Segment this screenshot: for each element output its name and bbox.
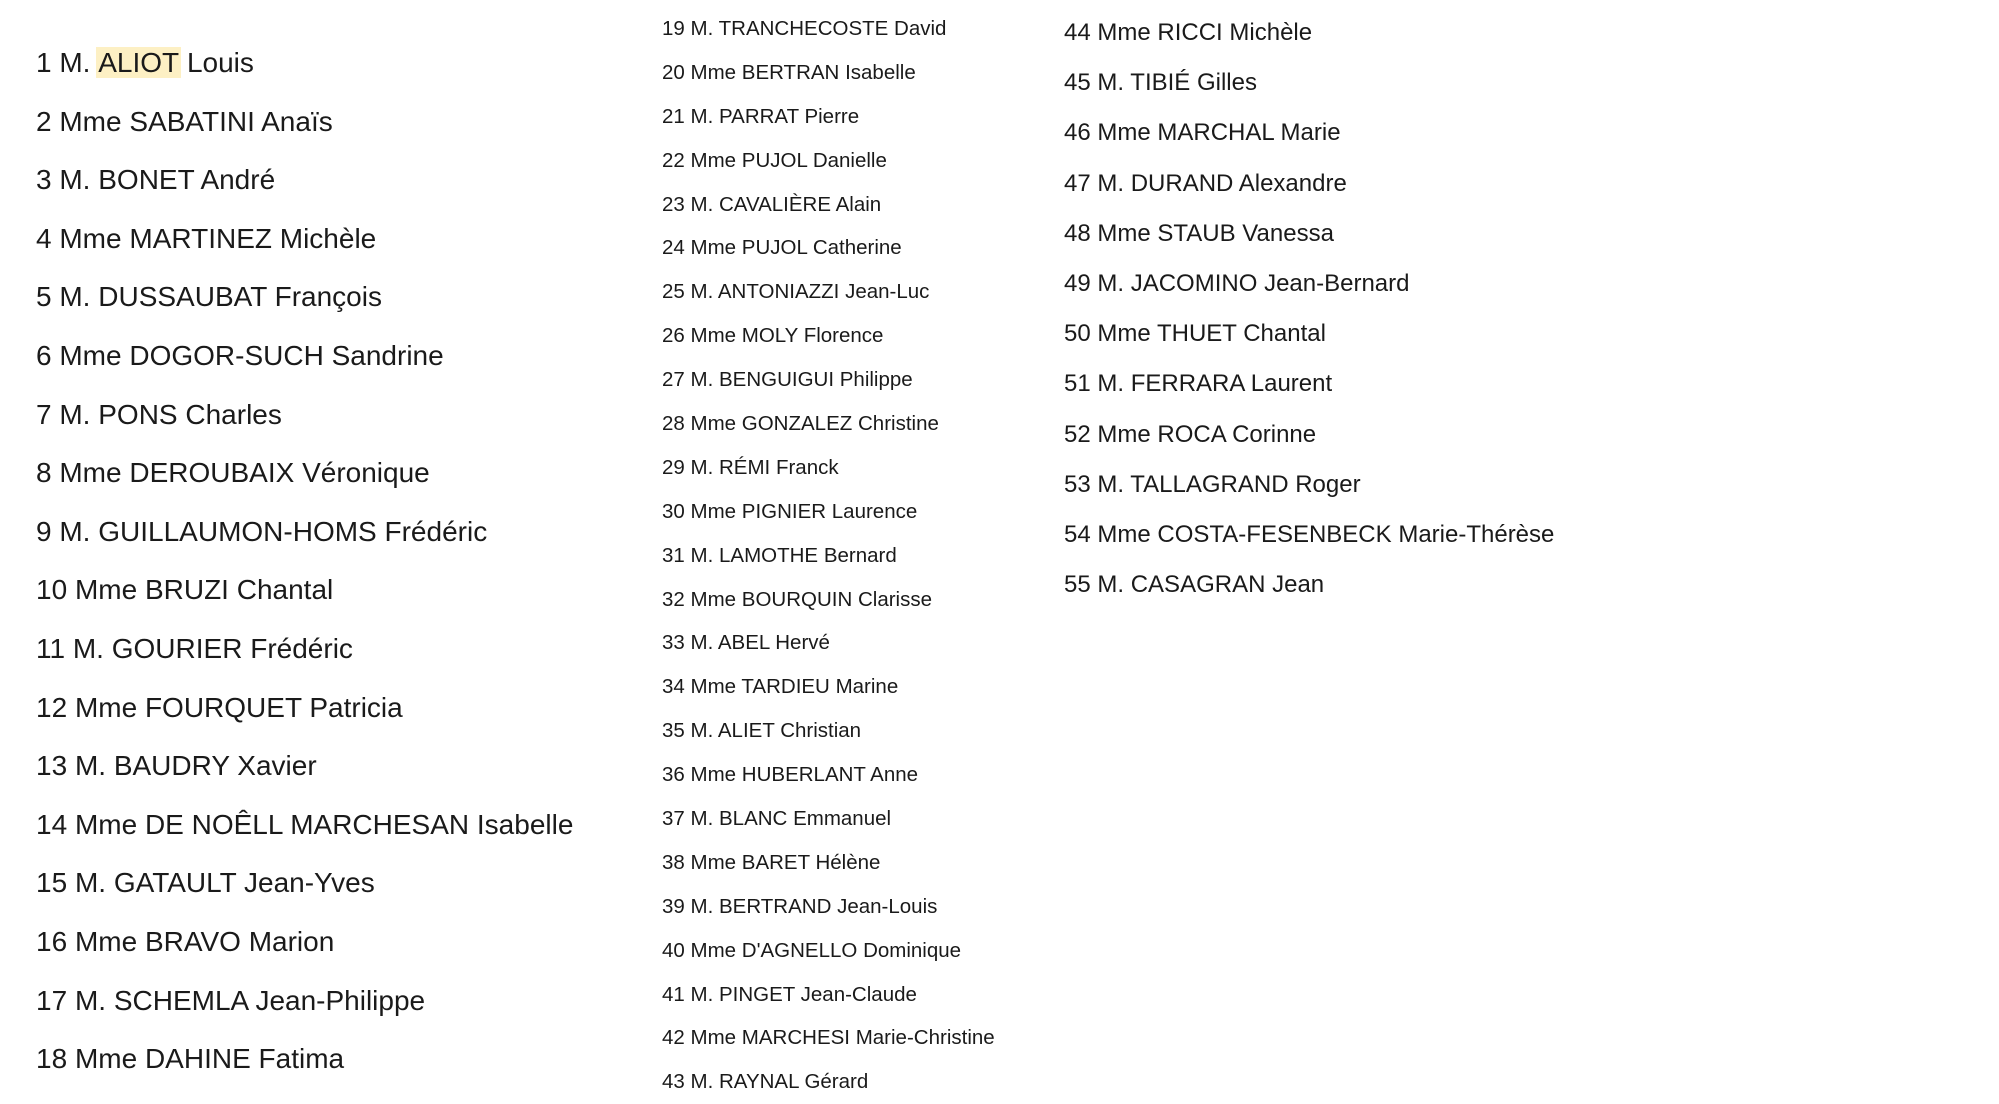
candidate-given-name: Marie-Thérèse <box>1398 520 1555 548</box>
candidate-given-name: Jean-Yves <box>244 867 375 899</box>
candidate-title: Mme <box>74 808 138 840</box>
candidate-entry <box>1064 510 1554 560</box>
candidate-given-name: Fatima <box>258 1043 345 1075</box>
candidate-number: 16 <box>36 925 68 957</box>
candidate-title: Mme <box>690 236 737 260</box>
candidate-given-name: Jean-Bernard <box>1264 269 1410 297</box>
candidate-entry <box>36 561 573 620</box>
candidate-number: 6 <box>36 339 52 371</box>
candidate-surname: TIBIÉ <box>1130 69 1191 97</box>
candidate-number: 51 <box>1064 370 1091 398</box>
candidate-number: 2 <box>36 105 52 137</box>
candidate-title: Mme <box>59 339 122 371</box>
candidate-number: 39 <box>662 894 685 918</box>
candidate-entry <box>662 139 995 183</box>
candidate-title: M. <box>690 17 714 40</box>
candidate-number: 28 <box>662 412 685 436</box>
candidate-given-name: Pierre <box>804 104 860 128</box>
candidate-given-name: Christian <box>780 719 862 743</box>
candidate-given-name: Jean-Claude <box>800 982 917 1006</box>
candidate-number: 44 <box>1064 19 1091 46</box>
candidate-number: 1 <box>36 47 52 78</box>
candidate-surname: MARCHESI <box>741 1026 850 1050</box>
candidate-title: M. <box>74 984 107 1016</box>
candidate-given-name: Marine <box>835 675 899 699</box>
candidate-number: 49 <box>1064 269 1091 297</box>
candidate-entry <box>36 854 573 913</box>
candidate-title: Mme <box>74 574 138 606</box>
candidate-entry <box>1064 259 1554 309</box>
candidate-number: 25 <box>662 280 685 304</box>
candidate-given-name: Isabelle <box>845 60 916 84</box>
candidate-surname: SCHEMLA <box>113 984 248 1016</box>
candidate-number: 52 <box>1064 420 1091 448</box>
candidate-given-name: Vanessa <box>1242 219 1334 247</box>
candidate-given-name: Frédéric <box>250 632 353 664</box>
candidate-entry <box>1064 410 1554 460</box>
candidate-surname: MARCHAL <box>1157 119 1274 147</box>
candidate-title: M. <box>690 280 714 304</box>
candidate-given-name: André <box>200 164 276 196</box>
candidate-entry <box>36 210 573 269</box>
candidate-given-name: Hélène <box>815 850 881 874</box>
candidate-entry <box>1064 8 1554 58</box>
candidate-number: 20 <box>662 60 685 84</box>
candidate-title: Mme <box>690 324 737 348</box>
candidate-surname: GOURIER <box>111 632 243 664</box>
candidate-given-name: Florence <box>803 324 884 348</box>
candidate-title: Mme <box>59 105 122 137</box>
candidate-surname: PUJOL <box>741 148 808 172</box>
candidate-entry <box>662 7 995 51</box>
candidate-number: 24 <box>662 236 685 260</box>
candidate-number: 23 <box>662 192 685 216</box>
candidate-surname: PIGNIER <box>741 499 827 523</box>
candidate-surname: FERRARA <box>1130 370 1245 398</box>
candidate-list-column-2 <box>662 7 995 1104</box>
candidate-number: 9 <box>36 515 52 547</box>
candidate-number: 43 <box>662 1070 685 1094</box>
candidate-title: Mme <box>690 412 737 436</box>
candidate-entry <box>662 1016 995 1060</box>
candidate-number: 15 <box>36 867 68 899</box>
candidate-given-name: Corinne <box>1232 420 1317 448</box>
candidate-title: M. <box>59 281 91 313</box>
candidate-number: 31 <box>662 543 685 567</box>
candidate-given-name: Véronique <box>302 457 430 489</box>
candidate-title: M. <box>690 982 714 1006</box>
candidate-surname: BRAVO <box>144 925 241 957</box>
candidate-number: 8 <box>36 457 52 489</box>
candidate-surname: PUJOL <box>741 236 808 260</box>
candidate-given-name: Gérard <box>804 1070 869 1094</box>
candidate-number: 10 <box>36 574 68 606</box>
candidate-number: 29 <box>662 455 685 479</box>
candidate-title: M. <box>1097 169 1125 197</box>
candidate-number: 47 <box>1064 169 1091 197</box>
candidate-given-name: François <box>274 281 382 313</box>
candidate-surname: GONZALEZ <box>741 412 853 436</box>
candidate-surname: LAMOTHE <box>719 543 819 567</box>
candidate-entry <box>36 268 573 327</box>
candidate-entry <box>662 183 995 227</box>
candidate-number: 48 <box>1064 219 1091 247</box>
candidate-entry <box>1064 460 1554 510</box>
candidate-number: 22 <box>662 148 685 172</box>
candidate-given-name: Chantal <box>236 574 334 606</box>
candidate-number: 21 <box>662 104 685 128</box>
candidate-surname: BARET <box>741 850 810 874</box>
candidate-entry <box>662 709 995 753</box>
candidate-given-name: Clarisse <box>857 587 933 611</box>
candidate-surname: ROCA <box>1157 420 1226 448</box>
candidate-surname: RÉMI <box>719 455 771 479</box>
candidate-given-name: Marion <box>248 925 335 957</box>
candidate-number: 41 <box>662 982 685 1006</box>
candidate-number: 30 <box>662 499 685 523</box>
candidate-given-name: Jean-Louis <box>837 894 938 918</box>
candidate-surname: STAUB <box>1157 219 1236 247</box>
candidate-title: M. <box>1097 69 1125 97</box>
candidate-number: 37 <box>662 807 685 831</box>
candidate-title: Mme <box>690 850 737 874</box>
candidate-surname: DUSSAUBAT <box>98 281 267 313</box>
candidate-surname: SABATINI <box>129 105 255 137</box>
candidate-surname: COSTA-FESENBECK <box>1157 520 1392 548</box>
candidate-entry <box>662 797 995 841</box>
candidate-surname: D'AGNELLO <box>741 938 858 962</box>
candidate-number: 35 <box>662 719 685 743</box>
candidate-surname: GATAULT <box>113 867 237 899</box>
candidate-title: M. <box>74 750 107 782</box>
candidate-title: M. <box>1097 269 1125 297</box>
candidate-entry <box>1064 309 1554 359</box>
candidate-given-name: Jean-Luc <box>845 280 930 304</box>
candidate-title: Mme <box>1097 420 1151 448</box>
candidate-surname: DEROUBAIX <box>129 457 295 489</box>
candidate-surname: BERTRAND <box>719 894 832 918</box>
candidate-title: M. <box>1097 370 1125 398</box>
candidate-number: 36 <box>662 763 685 787</box>
candidate-surname: DURAND <box>1130 169 1234 197</box>
candidate-title: M. <box>59 515 91 547</box>
candidate-title: M. <box>690 192 714 216</box>
candidate-entry <box>662 358 995 402</box>
candidate-surname: GUILLAUMON-HOMS <box>98 515 377 547</box>
candidate-surname: HUBERLANT <box>741 763 866 787</box>
candidate-given-name: Sandrine <box>331 339 444 371</box>
candidate-title: Mme <box>690 499 737 523</box>
candidate-surname: JACOMINO <box>1130 269 1258 297</box>
candidate-title: Mme <box>1097 320 1151 348</box>
candidate-number: 26 <box>662 324 685 348</box>
candidate-surname: PARRAT <box>719 104 799 128</box>
candidate-entry <box>36 737 573 796</box>
candidate-entry <box>36 386 573 445</box>
candidate-title: Mme <box>690 763 737 787</box>
candidate-title: Mme <box>1097 219 1151 247</box>
candidate-given-name: Catherine <box>812 236 902 260</box>
candidate-given-name: Laurence <box>831 499 918 523</box>
candidate-title: M. <box>690 719 714 743</box>
candidate-entry <box>662 446 995 490</box>
candidate-number: 46 <box>1064 119 1091 147</box>
candidate-given-name: Anaïs <box>261 105 333 137</box>
candidate-entry <box>662 973 995 1017</box>
candidate-given-name: Marie-Christine <box>855 1026 995 1050</box>
candidate-entry <box>662 51 995 95</box>
candidate-surname: CAVALIÈRE <box>719 192 832 216</box>
candidate-title: Mme <box>690 587 737 611</box>
candidate-surname: RAYNAL <box>719 1070 799 1094</box>
candidate-entry <box>36 503 573 562</box>
candidate-number: 32 <box>662 587 685 611</box>
candidate-title: Mme <box>1097 19 1151 46</box>
candidate-given-name: Christine <box>857 412 939 436</box>
candidate-surname: PINGET <box>719 982 795 1006</box>
candidate-given-name: Louis <box>186 47 254 78</box>
candidate-surname: BRUZI <box>144 574 229 606</box>
candidate-given-name: Roger <box>1295 470 1361 498</box>
candidate-entry <box>662 314 995 358</box>
candidate-title: M. <box>1097 470 1125 498</box>
candidate-number: 18 <box>36 1043 68 1075</box>
candidate-number: 54 <box>1064 520 1091 548</box>
candidate-title: M. <box>690 368 714 392</box>
candidate-given-name: Gilles <box>1196 69 1257 97</box>
candidate-given-name: Marie <box>1280 119 1341 147</box>
candidate-title: Mme <box>1097 119 1151 147</box>
candidate-entry <box>662 534 995 578</box>
candidate-title: M. <box>1097 571 1125 599</box>
candidate-surname: BENGUIGUI <box>719 368 835 392</box>
candidate-surname: ALIET <box>717 719 775 743</box>
candidate-surname: BAUDRY <box>113 750 230 782</box>
candidate-number: 45 <box>1064 69 1091 97</box>
candidate-given-name: Michèle <box>279 222 377 254</box>
candidate-given-name: Isabelle <box>476 808 574 840</box>
candidate-title: Mme <box>74 925 138 957</box>
candidate-surname: DE NOÊLL MARCHESAN <box>144 808 470 840</box>
candidate-title: M. <box>59 47 91 78</box>
candidate-number: 17 <box>36 984 68 1016</box>
candidate-entry <box>36 93 573 152</box>
candidate-given-name: David <box>894 17 947 40</box>
candidate-given-name: Jean-Philippe <box>255 984 426 1016</box>
candidate-number: 14 <box>36 808 68 840</box>
candidate-title: Mme <box>690 60 737 84</box>
candidate-list-column-3 <box>1064 8 1554 610</box>
candidate-number: 38 <box>662 850 685 874</box>
candidate-entry <box>36 972 573 1031</box>
candidate-title: M. <box>690 894 714 918</box>
candidate-entry <box>1064 159 1554 209</box>
candidate-number: 27 <box>662 368 685 392</box>
candidate-given-name: Emmanuel <box>793 807 892 831</box>
candidate-entry <box>662 578 995 622</box>
candidate-number: 7 <box>36 398 52 430</box>
candidate-given-name: Michèle <box>1229 19 1313 46</box>
candidate-given-name: Anne <box>870 763 919 787</box>
candidate-given-name: Chantal <box>1243 320 1326 348</box>
candidate-title: Mme <box>690 1026 737 1050</box>
candidate-entry <box>662 929 995 973</box>
candidate-title: M. <box>74 867 107 899</box>
candidate-entry <box>662 753 995 797</box>
candidate-surname: DOGOR-SUCH <box>129 339 324 371</box>
candidate-entry <box>36 913 573 972</box>
candidate-entry <box>662 402 995 446</box>
candidate-given-name: Bernard <box>823 543 897 567</box>
candidate-surname: DAHINE <box>144 1043 251 1075</box>
candidate-entry <box>36 151 573 210</box>
candidate-number: 40 <box>662 938 685 962</box>
candidate-entry <box>662 490 995 534</box>
candidate-entry <box>662 95 995 139</box>
candidate-surname: THUET <box>1156 320 1237 348</box>
candidate-surname: BONET <box>98 164 195 196</box>
candidate-entry <box>36 34 573 93</box>
candidate-given-name: Alain <box>835 192 882 216</box>
candidate-given-name: Danielle <box>812 148 887 172</box>
candidate-entry <box>36 679 573 738</box>
candidate-title: Mme <box>74 1043 138 1075</box>
candidate-title: Mme <box>690 675 737 699</box>
candidate-entry <box>1064 58 1554 108</box>
candidate-entry <box>36 444 573 503</box>
candidate-number: 55 <box>1064 571 1091 599</box>
candidate-entry <box>662 665 995 709</box>
candidate-title: M. <box>59 398 91 430</box>
candidate-number: 13 <box>36 750 68 782</box>
candidate-surname: TRANCHECOSTE <box>718 17 889 40</box>
candidate-given-name: Alexandre <box>1238 169 1347 197</box>
candidate-title: M. <box>690 631 714 655</box>
candidate-entry <box>662 270 995 314</box>
candidate-title: Mme <box>690 148 737 172</box>
candidate-surname: MARTINEZ <box>129 222 272 254</box>
candidate-given-name: Charles <box>185 398 282 430</box>
candidate-number: 42 <box>662 1026 685 1050</box>
candidate-surname: ANTONIAZZI <box>717 280 840 304</box>
candidate-surname: BERTRAN <box>741 60 840 84</box>
candidate-given-name: Franck <box>775 455 839 479</box>
candidate-number: 53 <box>1064 470 1091 498</box>
candidate-number: 5 <box>36 281 52 313</box>
candidate-title: M. <box>72 632 104 664</box>
candidate-entry <box>662 841 995 885</box>
candidate-title: Mme <box>690 938 737 962</box>
candidate-title: M. <box>690 543 714 567</box>
candidate-entry <box>36 327 573 386</box>
candidate-entry <box>662 226 995 270</box>
candidate-entry <box>36 796 573 855</box>
candidate-title: Mme <box>59 222 122 254</box>
candidate-title: Mme <box>59 457 122 489</box>
candidate-number: 3 <box>36 164 52 196</box>
candidate-surname-highlighted: ALIOT <box>98 47 180 78</box>
candidate-surname: PONS <box>98 398 178 430</box>
candidate-surname: ABEL <box>717 631 770 655</box>
candidate-title: M. <box>59 164 91 196</box>
candidate-number: 34 <box>662 675 685 699</box>
candidate-surname: TALLAGRAND <box>1130 470 1289 498</box>
candidate-number: 4 <box>36 222 52 254</box>
candidate-entry <box>662 885 995 929</box>
candidate-title: M. <box>690 807 714 831</box>
candidate-entry <box>662 1060 995 1104</box>
candidate-surname: BOURQUIN <box>741 587 853 611</box>
candidate-surname: BLANC <box>719 807 788 831</box>
candidate-given-name: Xavier <box>237 750 317 782</box>
candidate-entry <box>36 1030 573 1089</box>
candidate-title: M. <box>690 104 714 128</box>
candidate-given-name: Philippe <box>839 368 913 392</box>
candidate-entry <box>1064 359 1554 409</box>
candidate-surname: CASAGRAN <box>1130 571 1266 599</box>
candidate-title: Mme <box>74 691 138 723</box>
candidate-given-name: Patricia <box>309 691 403 723</box>
candidate-surname: TARDIEU <box>741 675 830 699</box>
candidate-entry <box>36 620 573 679</box>
candidate-number: 50 <box>1064 320 1091 348</box>
candidate-given-name: Laurent <box>1250 370 1333 398</box>
candidate-number: 19 <box>662 17 685 40</box>
candidate-title: M. <box>690 1070 714 1094</box>
candidate-entry <box>1064 560 1554 610</box>
candidate-entry <box>1064 209 1554 259</box>
candidate-surname: FOURQUET <box>144 691 302 723</box>
candidate-number: 33 <box>662 631 685 655</box>
candidate-entry <box>662 621 995 665</box>
candidate-surname: MOLY <box>741 324 798 348</box>
candidate-title: M. <box>690 455 714 479</box>
candidate-list-column-1 <box>36 34 573 1089</box>
candidate-surname: RICCI <box>1157 19 1223 46</box>
candidate-given-name: Frédéric <box>384 515 488 547</box>
candidate-given-name: Hervé <box>775 631 830 655</box>
candidate-number: 11 <box>36 632 66 664</box>
candidate-given-name: Dominique <box>863 938 962 962</box>
candidate-number: 12 <box>36 691 68 723</box>
candidate-entry <box>1064 108 1554 158</box>
candidate-given-name: Jean <box>1272 571 1325 599</box>
candidate-title: Mme <box>1097 520 1151 548</box>
